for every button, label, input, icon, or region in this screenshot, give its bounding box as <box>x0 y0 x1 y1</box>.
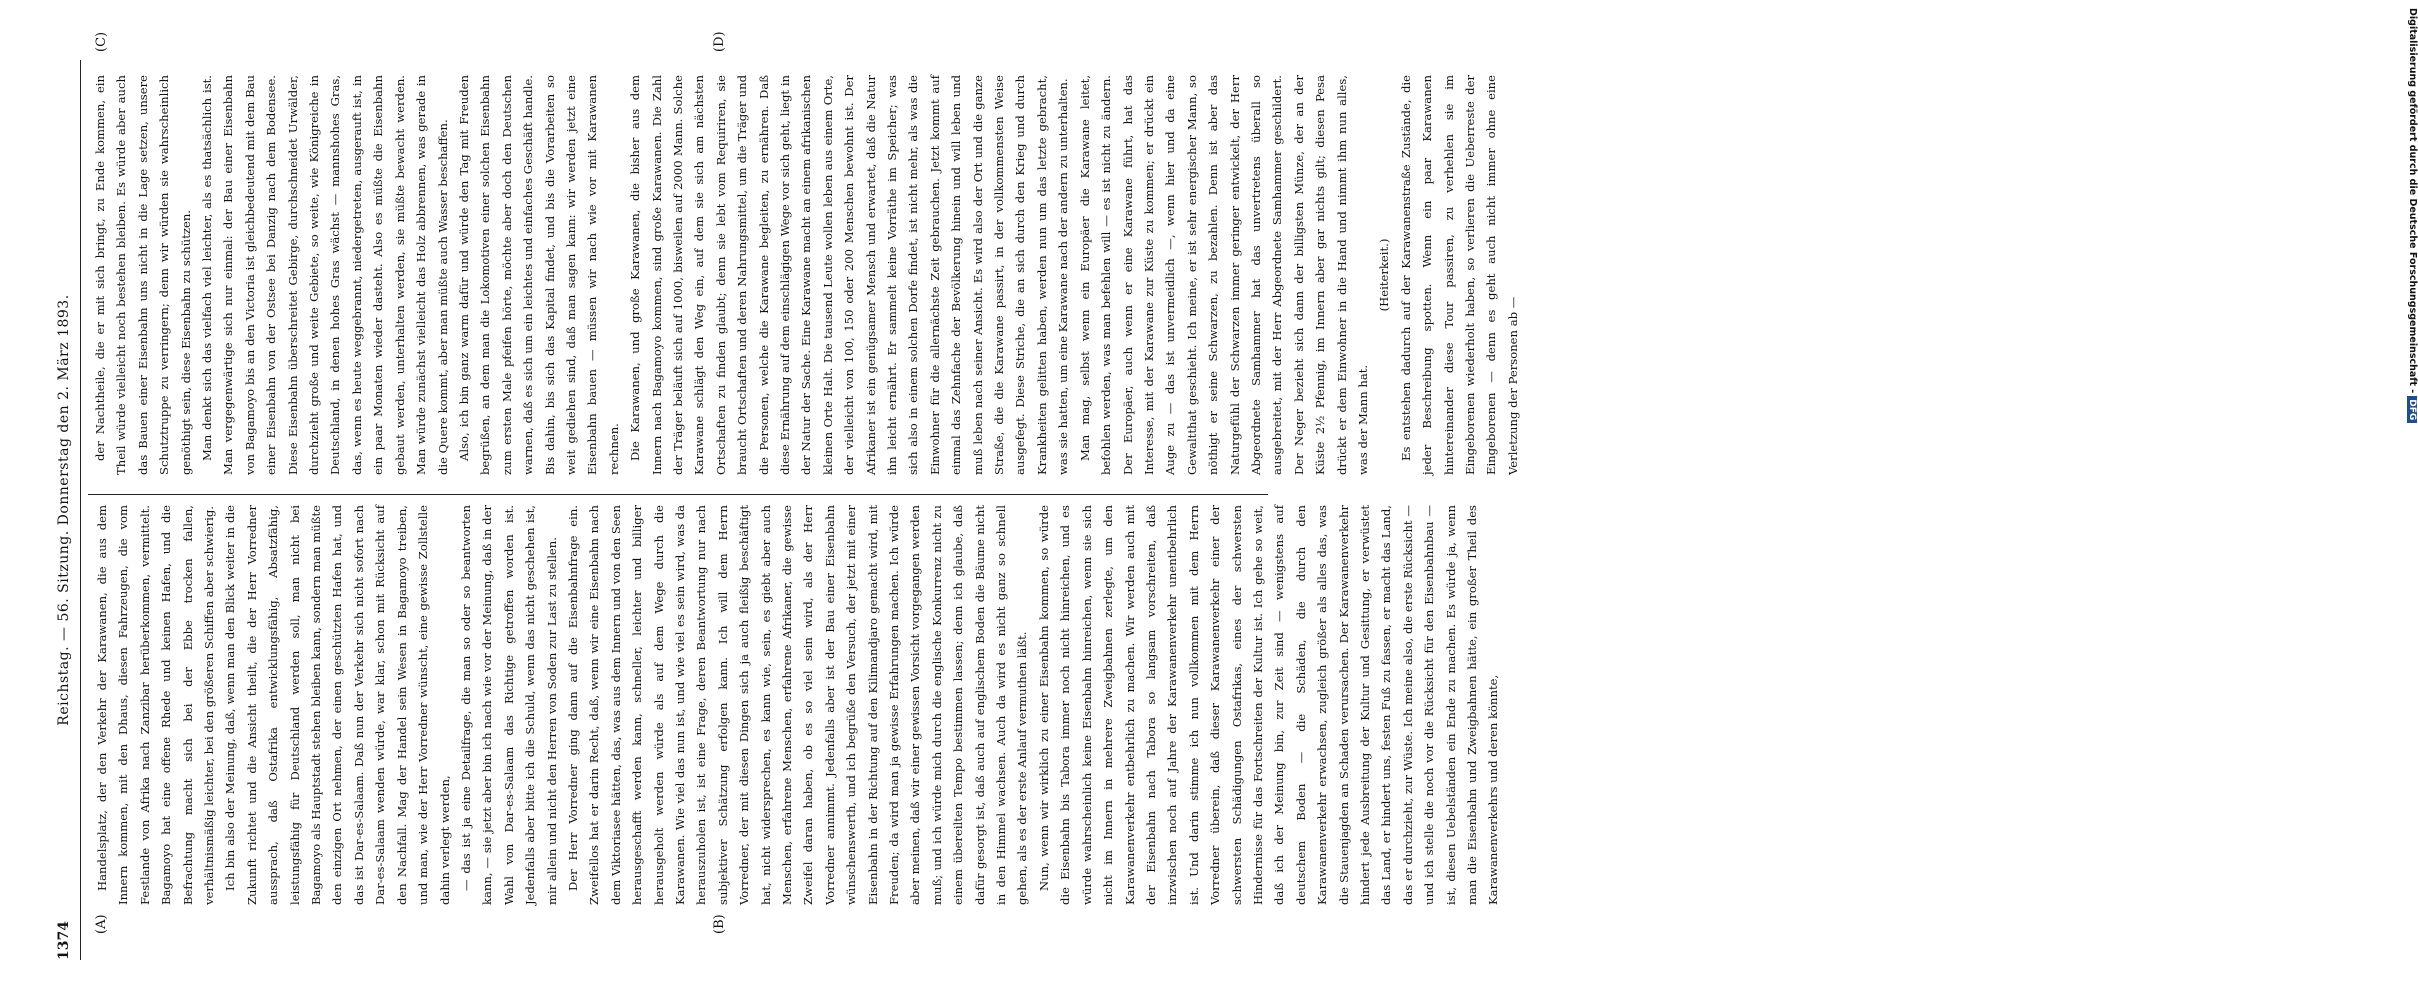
header-rule <box>80 60 81 960</box>
margin-marker-a: (A) <box>94 914 109 934</box>
paragraph: Es entstehen dadurch auf der Karawanenstraße Zustände, die jeder Beschreibung spotten. Wenn ein paar Karawanen hintereinander diese Tour passiren, zu verhehlen sie im Eingeborenen wiederholt haben, so verlieren die Ueberreste der Eingeborenen — denn es geht auch nicht immer ohne eine Verletzung der Personen ab — <box>1398 75 1520 475</box>
column-divider <box>88 494 1268 495</box>
paragraph: Die Karawanen, und große Karawanen, die bisher aus dem Innern nach Bagamoyo kommen, sind große Karawanen. Die Zahl der Träger beläuft sich auf 1000, bisweilen auf 2000 Mann. Solche Karawane schlägt den Weg ein, auf dem sie sich am nächsten Ortschaften zu finden glaubt; denn sie lebt vom Requiriren, sie braucht Ortschaften und deren Nahrungsmittel, um die Träger und die Personen, welche die Karawane begleiten, zu ernähren. Daß diese Ernährung auf dem einschlägigen Wege vor sich geht, liegt in der Natur der Sache. Eine Karawane macht an einem afrikanischen kleinen Orte Halt. Die tausend Leute wollen leben aus einem Orte, der vielleicht von 100, 150 oder 200 Menschen bewohnt ist. Der Afrikaner ist ein genügsamer Mensch und erwartet, daß die Natur ihn leicht ernährt. Er sammelt keine Vorräthe im Speicher; was sich also in einem solchen Dorfe findet, ist nicht mehr, als was die Einwohner für die allernächste Zeit gebrauchen. Jetzt kommt auf einmal das Zehnfache der Bevölkerung hinein und will leben und muß leben nach seiner Ansicht. Es wird also der Ort und die ganze Straße, die die Karawane passirt, in der vollkommensten Weise ausgefegt. Diese Striche, die an sich durch den Krieg und durch Krankheiten gelitten haben, werden nun um das letzte gebracht, was sie hatten, um eine Karawane nach der andern zu unterhalten. <box>628 75 1071 475</box>
paragraph: Der Herr Vorredner ging dann auf die Eisenbahnfrage ein. Zweifellos hat er darin Recht, daß, wenn wir eine Eisenbahn nach dem Viktoriasee hätten, das, was aus dem Innern und von den Seen herausgeschafft werden kann, schneller, leichter und billiger herausgeholt werden würde als auf dem Wege durch die Karawanen. Wie viel das nun ist, und wie viel es sein wird, was da herauszuholen ist, ist eine Frage, deren Beantwortung nur nach subjektiver Schätzung erfolgen kann. Ich will dem Herrn Vorredner, der mit diesen Dingen sich ja auch fleißig beschäftigt hat, nicht widersprechen, es kann wie, sein, es giebt aber auch Menschen, erfahrene Menschen, erfahrene Afrikaner, die gewisse Zweifel daran haben, ob es so viel sein wird, als der Herr Vorredner annimmt. Jedenfalls aber ist der Bau einer Eisenbahn wünschenswerth, und ich begrüße den Versuch, der jetzt mit einer Eisenbahn in der Richtung auf den Kilimandjaro gemacht wird, mit Freuden; da wird man ja gewisse Erfahrungen machen. Ich würde aber meinen, daß wir einer gewissen Vorsicht vorgegangen werden muß; und ich würde mich durch die englische Konkurrenz nicht zu einem übereilten Tempo bestimmen lassen; denn ich glaube, daß dafür gesorgt ist, daß auch auf englischem Boden die Bäume nicht in den Himmel wachsen. Auch da wird es nicht ganz so schnell gehen, als es der erste Anlauf vermuthen läßt. <box>565 505 1030 905</box>
paragraph: Handelsplatz, der den Verkehr der Karawanen, die aus dem Innern kommen, mit den Dhaus, diesen Fahrzeugen, die vom Festlande von Afrika nach Zanzibar herüberkommen, vermittelt. Bagamoyo hat eine offene Rhede und keinen Hafen, und die Befrachtung macht sich bei der Ebbe trocken fallen, verhältnismäßig leichter, bei den größeren Schiffen aber schwierig. <box>95 505 217 905</box>
paragraph: der Nachtheile, die er mit sich bringt, zu Ende kommen, ein Theil würde vielleicht noch bestehen bleiben. Es würde aber auch das Bauen einer Eisenbahn uns nicht in die Lage setzen, unsere Schutztruppe zu verringern; denn wir würden sie wahrscheinlich genöthigt sein, diese Eisenbahn zu schützen. <box>93 75 193 475</box>
credit-text: Digitalisierung gefördert durch die Deutsche Forschungsgemeinschaft - <box>2407 8 2418 394</box>
margin-marker-d: (D) <box>712 31 727 52</box>
left-column <box>92 505 1505 905</box>
right-column <box>90 75 1524 475</box>
paragraph: Ich bin also der Meinung, daß, wenn man den Blick weiter in die Zukunft richtet und die Ansicht theilt, die der Herr Vorredner aussprach, daß Ostafrika entwicklungsfähig, Absatzfähig, leistungsfähig für Deutschland werden soll, man nicht bei Bagamoyo als Hauptstadt stehen bleiben kann, sondern man müßte den einzigen Ort nehmen, der einen geschützten Hafen hat, und das ist Dar-es-Salaam. Daß nun der Verkehr sich nicht sofort nach Dar-es-Salaam wenden würde, war klar, schon mit Rücksicht auf den Nachfall. Mag der Handel sein Wesen in Bagamoyo treiben, und man, wie der Herr Vorredner wünscht, eine gewisse Zollstelle dahin verlegt werden, <box>223 505 452 905</box>
margin-marker-c: (C) <box>94 31 109 52</box>
page-title: Reichstag. — 56. Sitzung. Donnerstag den 2. März 1893. <box>56 294 72 726</box>
paragraph: — das ist ja eine Detailfrage, die man so oder so beantworten kann, — sie jetzt aber bin ich nach wie vor der Meinung, daß in der Wahl von Dar-es-Salaam das Richtige getroffen worden ist. Jedenfalls aber bitte ich die Schuld, wenn das nicht geschehen ist, mir allein und nicht den Herren von Soden zur Last zu stellen. <box>458 505 559 905</box>
margin-marker-b: (B) <box>712 914 727 934</box>
page-number: 1374 <box>56 921 72 960</box>
interjection: (Heiterkeit.) <box>1377 238 1392 312</box>
digitization-credit <box>2407 8 2418 423</box>
paragraph: Also, ich bin ganz warm dafür und würde den Tag mit Freuden begrüßen, an dem man die Lokomotiven einer solchen Eisenbahn zum ersten Male pfeifen hörte, möchte aber doch den Deutschen warnen, daß es sich um ein leichtes und einfaches Geschäft handle. Bis dahin, bis sich das Kapital findet, und bis die Vorarbeiten so weit gediehen sind, daß man sagen kann: wir werden jetzt eine Eisenbahn bauen — müssen wir nach wie vor mit Karawanen rechnen. <box>456 75 621 475</box>
paragraph: Man denkt sich das vielfach viel leichter, als es thatsächlich ist. Man vergegenwärtige sich nur einmal: der Bau einer Eisenbahn von Bagamoyo bis an den Victoria ist gleichbedeutend mit dem Bau einer Eisenbahn von der Ostsee bei Danzig nach dem Bodensee. Diese Eisenbahn überschreitet Gebirge, durchschneidet Urwälder, durchzieht große und weite Gebiete, so weite, wie Königreiche in Deutschland, in denen hohes Gras wächst — mannshohes Gras, das, wenn es heute weggebrannt, niedergetreten, ausgerauft ist, in ein paar Monaten wieder dasteht. Also es müßte die Eisenbahn gebaut werden, unterhalten werden, sie müßte bewacht werden. Man würde zunächst vielleicht das Holz abbrennen, was gerade in die Quere kommt, aber man müßte auch Wasser beschaffen. <box>200 75 450 475</box>
paragraph: Nun, wenn wir wirklich zu einer Eisenbahn kommen, so würde die Eisenbahn bis Tabora immer noch nicht hinreichen, und es würde wahrscheinlich keine Eisenbahn hinreichen, wenn sie sich nicht im Innern in mehrere Zweigbahnen zerlegte, um den Karawanenverkehr entbehrlich zu machen. Wir werden auch mit der Eisenbahn nach Tabora so langsam vorschreiten, daß inzwischen noch auf Jahre der Karawanenverkehr unentbehrlich ist. Und darin stimme ich nun vollkommen mit dem Herrn Vorredner überein, daß dieser Karawanenverkehr einer der schwersten Schädigungen Ostafrikas, eines der schwersten Hindernisse für das Fortschreiten der Kultur ist. Ich gehe so weit, daß ich der Meinung bin, zur Zeit sind — wenigstens auf deutschem Boden — die Schäden, die durch den Karawanenverkehr erwachsen, zugleich größer als alles das, was die Stauenjagden an Schaden verursachen. Der Karawanenverkehr hindert jede Ausbreitung der Kultur und Gesittung, er verwüstet das Land, er hindert uns, festen Fuß zu fassen, er macht das Land, das er durchzieht, zur Wüste. Ich meine also, die erste Rücksicht — und ich stelle die noch vor die Rücksicht für den Eisenbahnbau — ist, diesen Uebelständen ein Ende zu machen. Es würde ja, wenn man die Eisenbahn und Zweigbahnen hätte, ein großer Theil des Karawanenverkehrs und deren könnte, <box>1036 505 1501 905</box>
dfg-logo: DFG <box>2407 396 2417 423</box>
page-header <box>56 60 82 960</box>
paragraph: Man mag, selbst wenn ein Europäer die Karawane leitet, befohlen werden, was man befehlen will — es ist nicht zu ändern. Der Europäer, auch wenn er eine Karawane führt, hat das Interesse, mit der Karawane zur Küste zu kommen; er drückt ein Auge zu — das ist unvermeidlich —, wenn hier und da eine Gewaltthat geschieht. Ich meine, er ist sehr energischer Mann, so nöthigt er seine Schwarzen, zu bezahlen. Denn ist aber das Naturgefühl der Schwarzen immer geringer entwickelt, der Herr Abgeordnete Samhammer hat das unvertretens überall so ausgebreitet, mit der Herr Abgeordnete Samhammer geschildert. Der Neger bezieht sich dann der billigsten Münze, der an der Küste 2½ Pfennig, im Innern aber gar nichts gilt; diesen Pesa drückt er dem Einwohner in die Hand und nimmt ihm nun alles, was der Mann hat. <box>1077 75 1370 475</box>
